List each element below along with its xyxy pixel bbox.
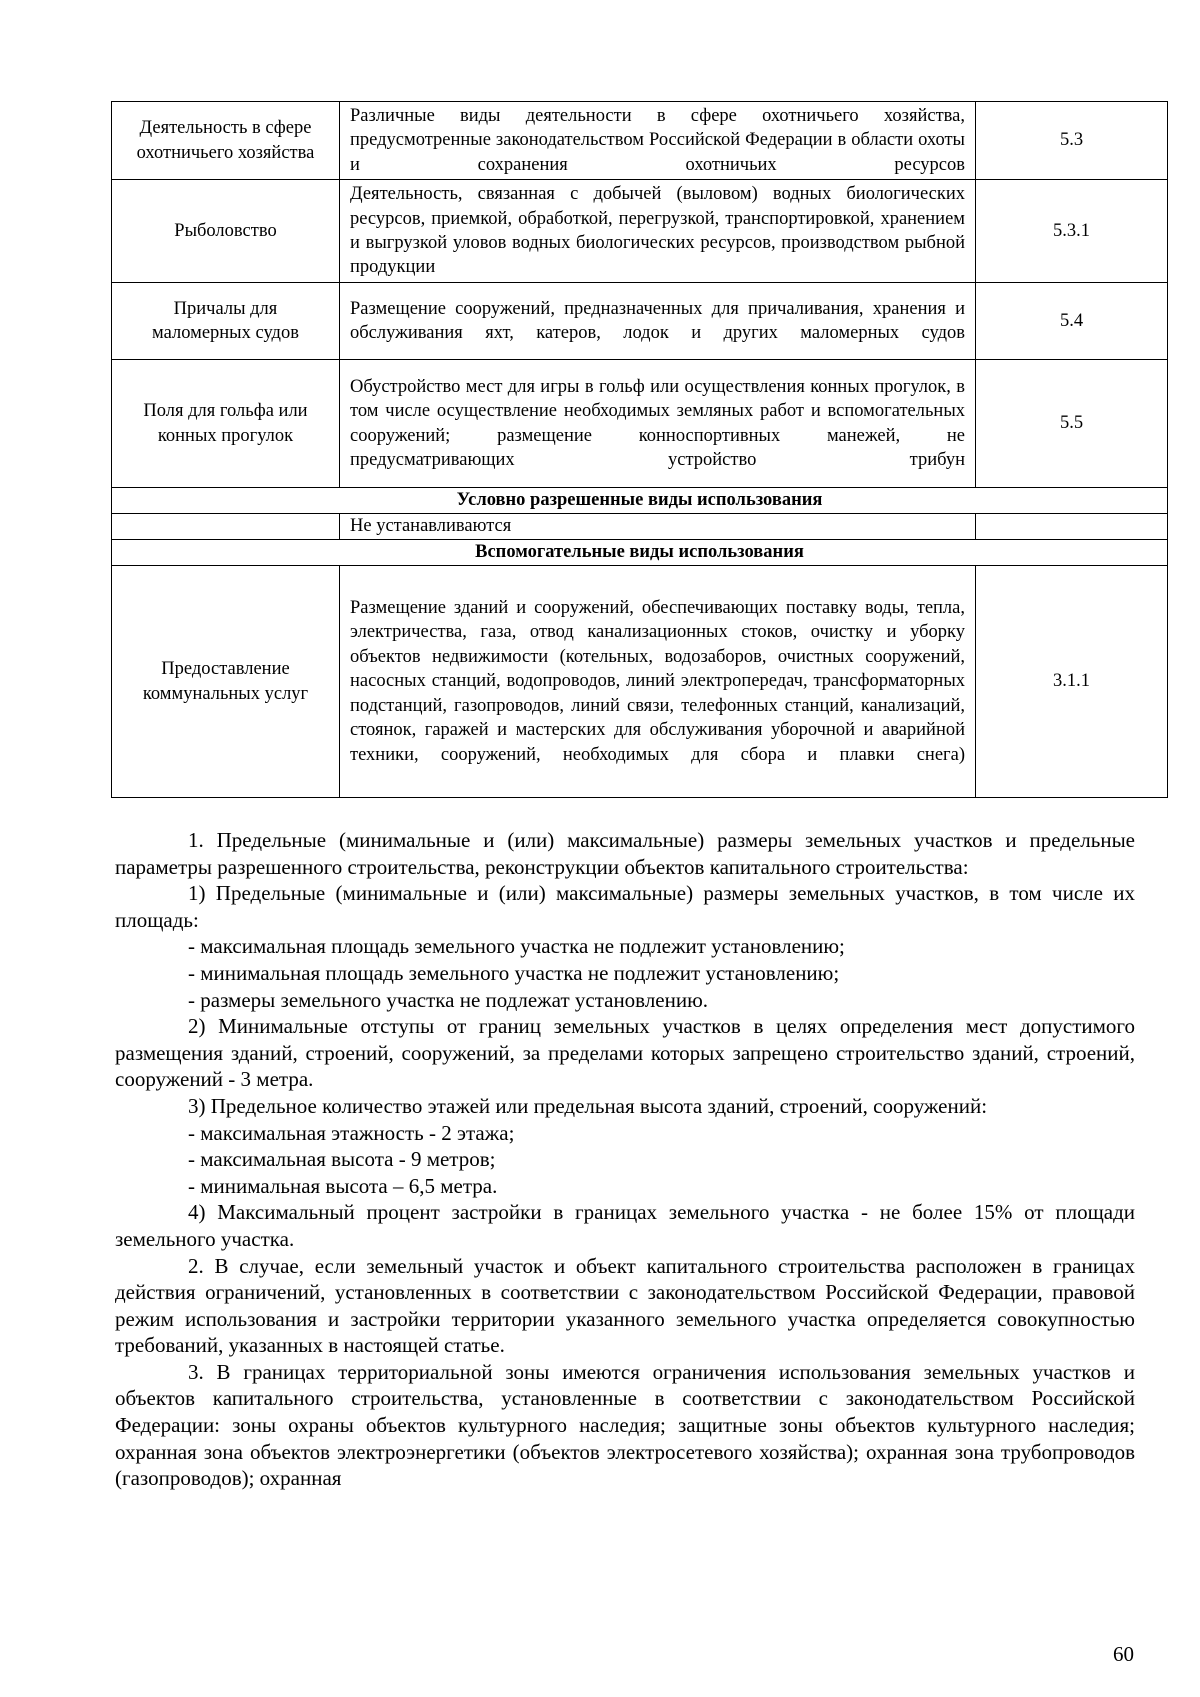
paragraph: 3) Предельное количество этажей или предельная высота зданий, строений, сооружений:	[188, 1093, 988, 1118]
table-row	[112, 283, 1168, 360]
conditional-uses-header: Условно разрешенные виды использования	[112, 488, 1168, 514]
table-row	[112, 566, 1168, 798]
table-row	[112, 360, 1168, 488]
use-type-code: 5.3.1	[976, 180, 1168, 283]
table-row	[112, 514, 1168, 540]
paragraph: 2. В случае, если земельный участок и объект капитального строительства расположен в границах действия ограничений, установленных в соответствии с законодательством Российской Федерации, правовой режим использования и застройки территории указанного земельного участка определяется совокупностью требований, указанных в настоящей статье.	[115, 1253, 1135, 1358]
list-item: - максимальная площадь земельного участка не подлежит установлению;	[188, 934, 845, 959]
use-type-name: Деятельность в сфере охотничьего хозяйства	[112, 102, 340, 180]
use-type-code	[976, 514, 1168, 540]
list-item: - минимальная высота – 6,5 метра.	[188, 1173, 498, 1198]
list-item: - максимальная высота - 9 метров;	[188, 1147, 496, 1172]
use-type-description: Не устанавливаются	[340, 514, 976, 540]
table-row	[112, 102, 1168, 180]
paragraph: 2) Минимальные отступы от границ земельных участков в целях определения мест допустимого размещения зданий, строений, сооружений, за пределами которых запрещено строительство зданий, строений, сооружений - 3 метра.	[115, 1014, 1135, 1092]
section-header-row	[112, 540, 1168, 566]
auxiliary-uses-header: Вспомогательные виды использования	[112, 540, 1168, 566]
paragraph: 1. Предельные (минимальные и (или) максимальные) размеры земельных участков и предельные параметры разрешенного строительства, реконструкции объектов капитального строительства:	[115, 828, 1135, 879]
section-header-row	[112, 488, 1168, 514]
table-row	[112, 180, 1168, 283]
use-type-description: Деятельность, связанная с добычей (выловом) водных биологических ресурсов, приемкой, обработкой, перегрузкой, транспортировкой, хранением и выгрузкой уловов водных биологических ресурсов, производством рыбной продукции	[340, 180, 976, 283]
use-type-name: Причалы для маломерных судов	[112, 283, 340, 360]
use-type-code: 5.4	[976, 283, 1168, 360]
use-type-description: Различные виды деятельности в сфере охотничьего хозяйства, предусмотренные законодательством Российской Федерации в области охоты и сохранения охотничьих ресурсов	[340, 102, 976, 180]
list-item: - минимальная площадь земельного участка не подлежит установлению;	[188, 960, 840, 985]
paragraph: 3. В границах территориальной зоны имеются ограничения использования земельных участков и объектов капитального строительства, установленные в соответствии с законодательством Российской Федерации: зоны охраны объектов культурного наследия; защитные зоны объектов культурного наследия; охранная зона объектов электроэнергетики (объектов электросетевого хозяйства); охранная зона трубопроводов (газопроводов); охранная	[115, 1359, 1135, 1491]
regulations-text	[115, 827, 1135, 1492]
list-item: - максимальная этажность - 2 этажа;	[188, 1120, 515, 1145]
use-type-description: Обустройство мест для игры в гольф или осуществления конных прогулок, в том числе осуществление необходимых земляных работ и вспомогательных сооружений; размещение конноспортивных манежей, не предусматривающих устройство трибун	[340, 360, 976, 488]
land-use-table	[111, 101, 1168, 798]
paragraph: 1) Предельные (минимальные и (или) максимальные) размеры земельных участков, в том числе их площадь:	[115, 881, 1135, 932]
page-number: 60	[1113, 1642, 1134, 1666]
use-type-name: Предоставление коммунальных услуг	[112, 566, 340, 798]
use-type-description: Размещение сооружений, предназначенных для причаливания, хранения и обслуживания яхт, катеров, лодок и других маломерных судов	[340, 283, 976, 360]
use-type-code: 5.3	[976, 102, 1168, 180]
use-type-name: Поля для гольфа или конных прогулок	[112, 360, 340, 488]
use-type-code: 5.5	[976, 360, 1168, 488]
paragraph: 4) Максимальный процент застройки в границах земельного участка - не более 15% от площади земельного участка.	[115, 1200, 1135, 1251]
list-item: - размеры земельного участка не подлежат установлению.	[188, 987, 709, 1012]
use-type-name: Рыболовство	[112, 180, 340, 283]
use-type-name	[112, 514, 340, 540]
use-type-code: 3.1.1	[976, 566, 1168, 798]
use-type-description: Размещение зданий и сооружений, обеспечивающих поставку воды, тепла, электричества, газа, отвод канализационных стоков, очистку и уборку объектов недвижимости (котельных, водозаборов, очистных сооружений, насосных станций, водопроводов, линий электропередач, трансформаторных подстанций, газопроводов, линий связи, телефонных станций, канализаций, стоянок, гаражей и мастерских для обслуживания уборочной и аварийной техники, сооружений, необходимых для сбора и плавки снега)	[340, 566, 976, 798]
